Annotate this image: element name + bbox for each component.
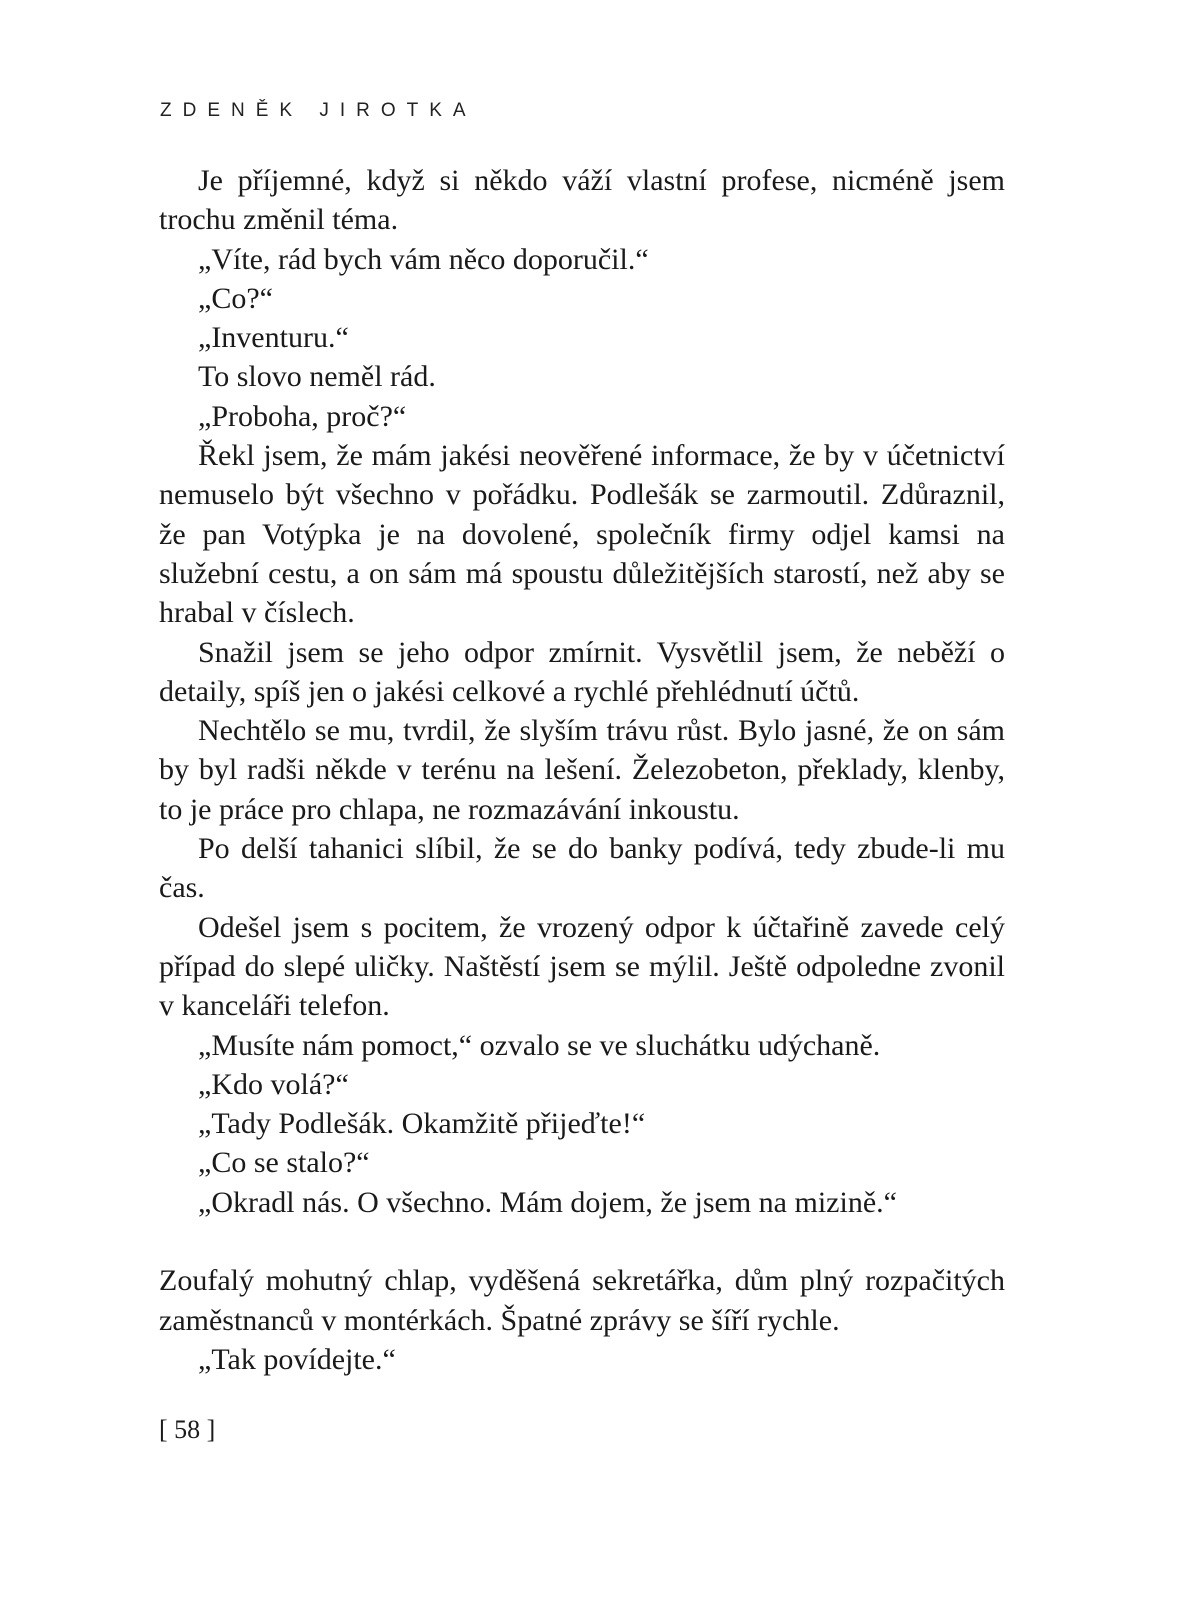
paragraph: „Okradl nás. O všechno. Mám dojem, že jsem na mizině.“ [198,1185,897,1219]
paragraph: Zoufalý mohutný chlap, vyděšená sekretářka, dům plný rozpačitých zaměstnanců v montérkách. Špatné zprávy se šíří rychle. [159,1264,1005,1337]
page-number: [ 58 ] [159,1415,216,1444]
body-text [159,161,1005,1379]
paragraph: To slovo neměl rád. [198,360,436,394]
paragraph: Nechtělo se mu, tvrdil, že slyším trávu růst. Bylo jasné, že on sám by byl radši někde v terénu na lešení. Železobeton, překlady, klenby, to je práce pro chlapa, ne rozmazávání inkoustu. [159,714,1005,826]
section-break [159,1222,1005,1261]
paragraph: „Kdo volá?“ [198,1067,349,1101]
paragraph: Snažil jsem se jeho odpor zmírnit. Vysvětlil jsem, že neběží o detaily, spíš jen o jakési celkové a rychlé přehlédnutí účtů. [159,635,1005,708]
paragraph: „Tady Podlešák. Okamžitě přijeďte!“ [198,1107,646,1141]
paragraph: „Musíte nám pomoct,“ ozvalo se ve sluchátku udýchaně. [198,1028,881,1062]
paragraph: „Víte, rád bych vám něco doporučil.“ [198,242,649,276]
paragraph: „Tak povídejte.“ [198,1342,396,1376]
paragraph: „Co?“ [198,281,273,315]
paragraph: Je příjemné, když si někdo váží vlastní profese, nicméně jsem trochu změnil téma. [159,164,1005,237]
paragraph: Řekl jsem, že mám jakési neověřené informace, že by v účetnictví nemuselo být všechno v pořádku. Podlešák se zarmoutil. Zdůraznil, že pan Votýpka je na dovolené, společník firmy odjel kamsi na služební cestu, a on sám má spoustu důležitějších starostí, než aby se hrabal v číslech. [159,439,1005,630]
paragraph: Odešel jsem s pocitem, že vrozený odpor k účtařině zavede celý případ do slepé uličky. Naštěstí jsem se mýlil. Ještě odpoledne zvonil v kanceláři telefon. [159,910,1005,1023]
paragraph: „Inventuru.“ [198,321,349,355]
paragraph: „Proboha, proč?“ [198,399,407,433]
paragraph: Po delší tahanici slíbil, že se do banky podívá, tedy zbude-li mu čas. [159,832,1005,905]
running-head-author: ZDENĚK JIROTKA [160,100,477,121]
paragraph: „Co se stalo?“ [198,1146,370,1180]
